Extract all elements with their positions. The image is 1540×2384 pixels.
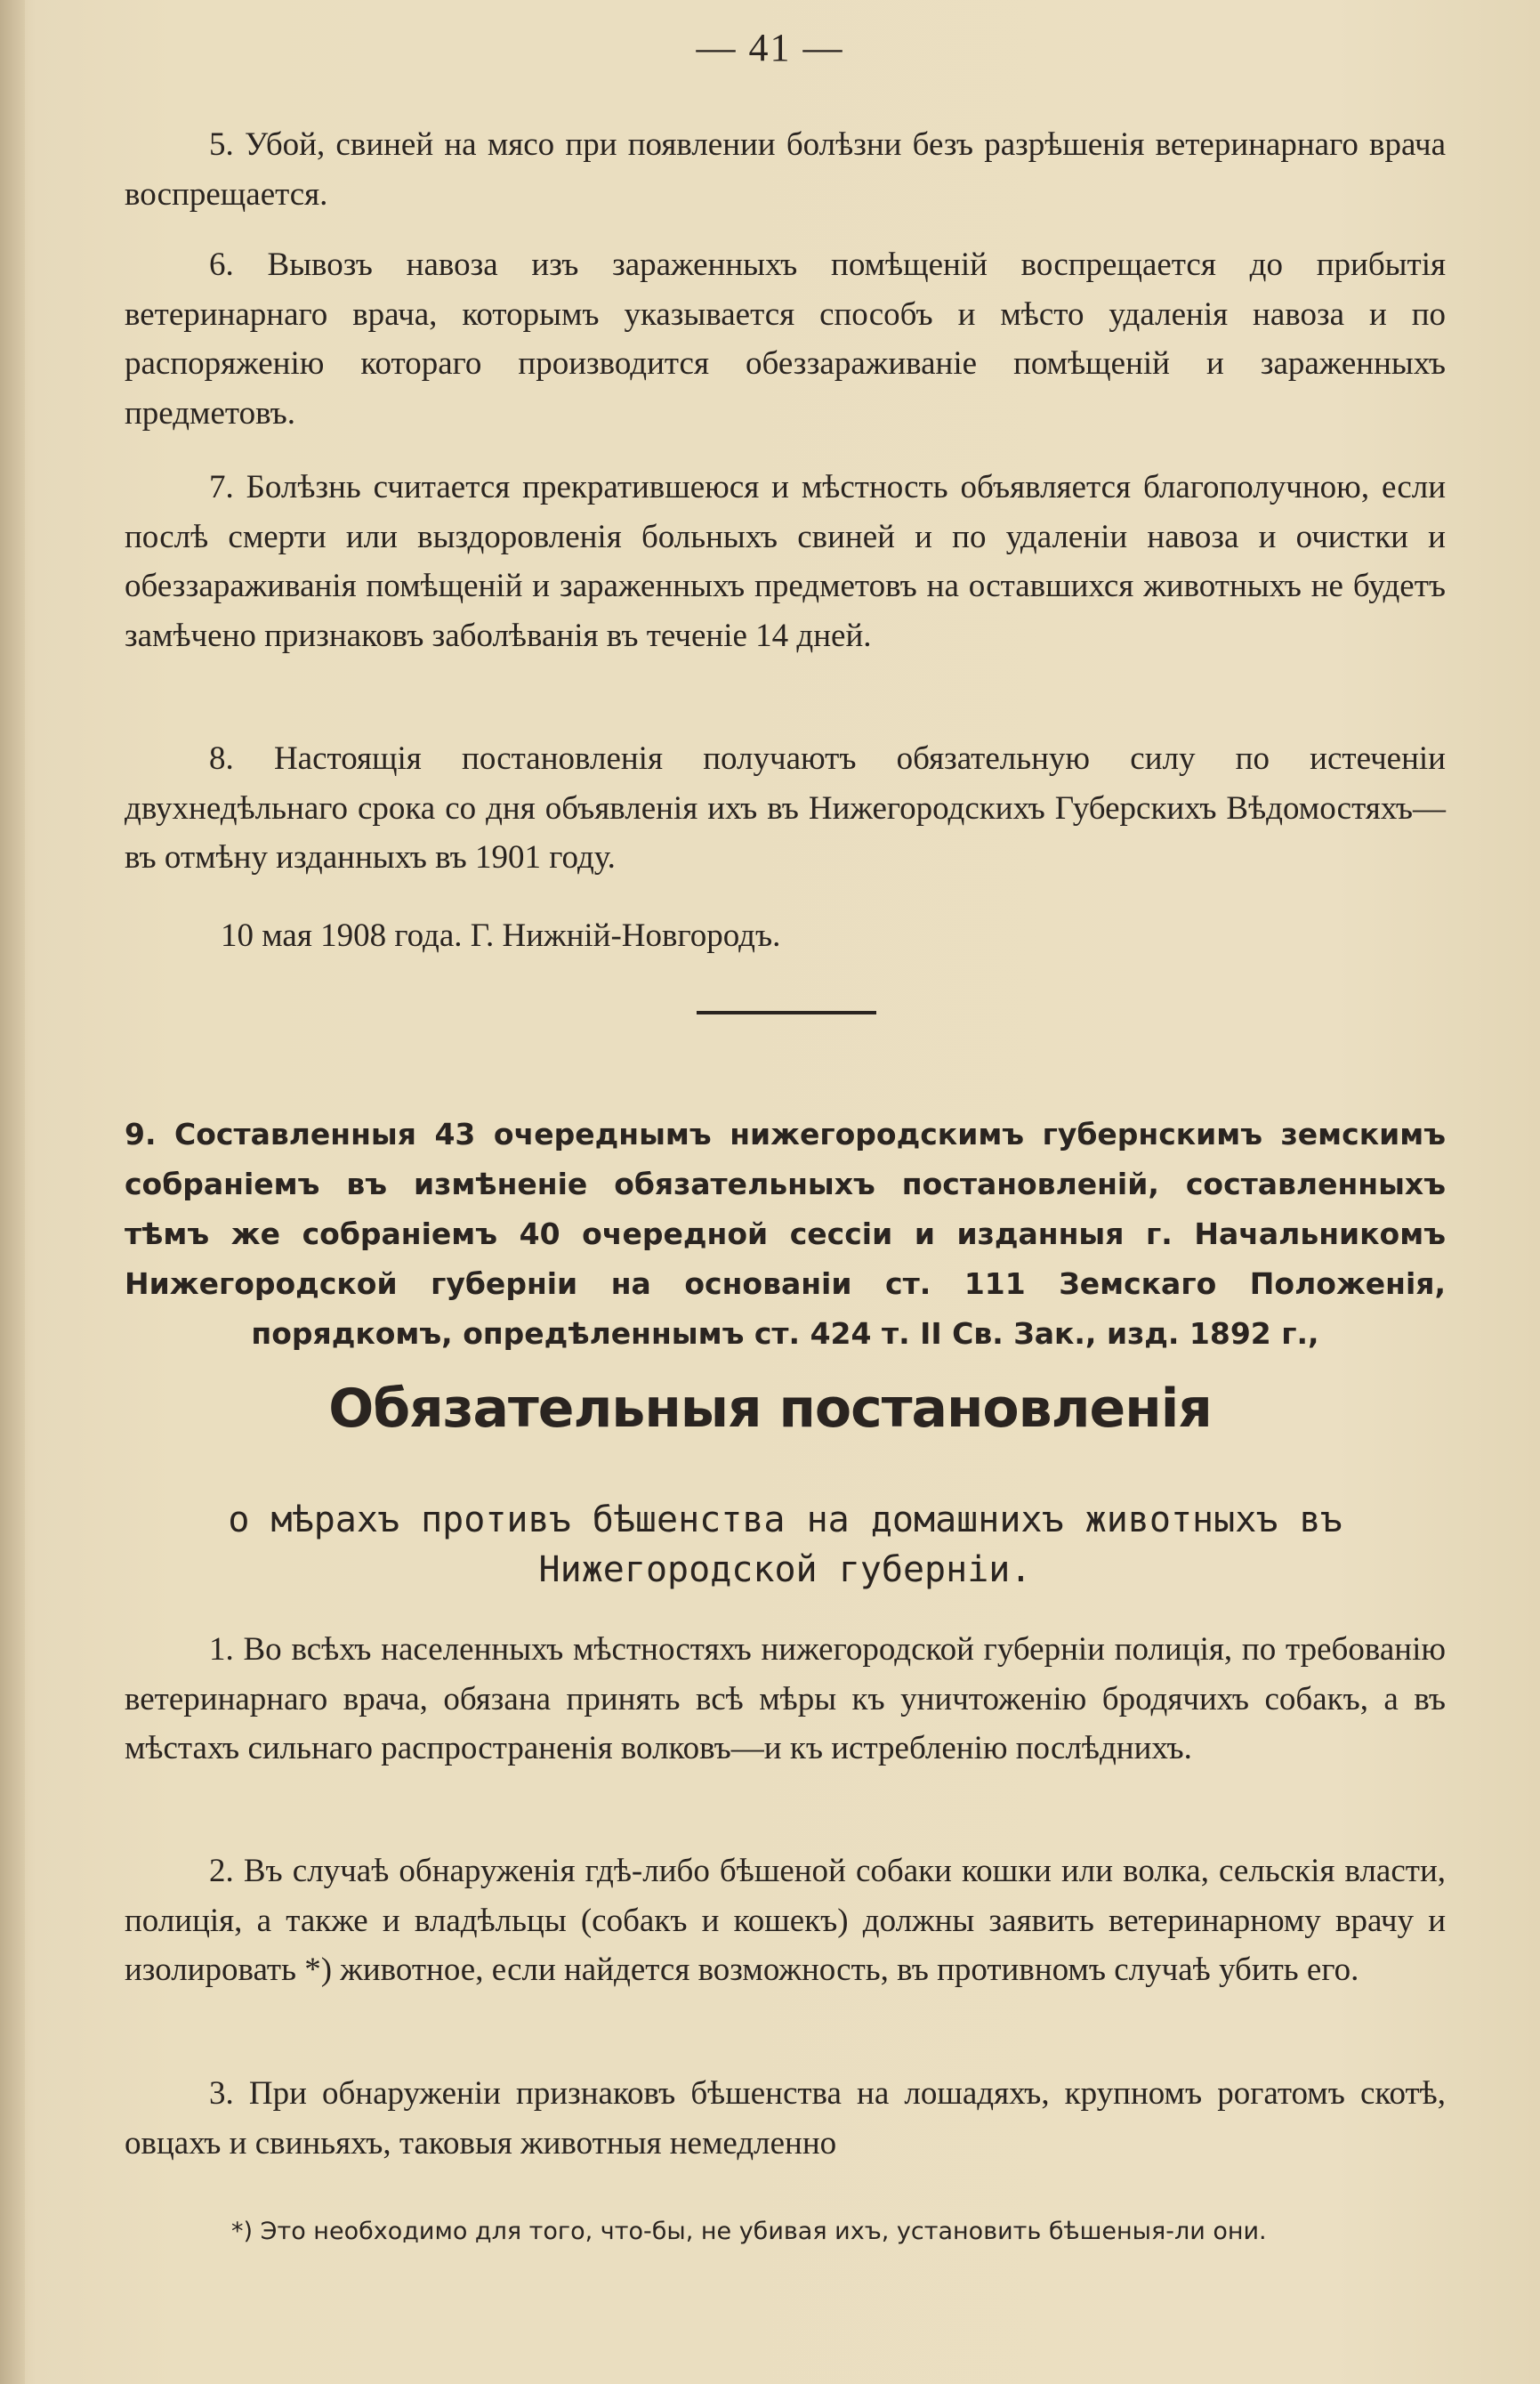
section-heading [125, 1110, 1446, 1359]
rule-3-text: 3. При обнаруженіи признаковъ бѣшенства на лошадяхъ, крупномъ рогатомъ скотѣ, овцахъ и свиньяхъ, таковыя животныя немедленно [125, 2075, 1446, 2162]
subtitle: о мѣрахъ противъ бѣшенства на домашнихъ животныхъ въ Нижегородской губерніи. [228, 1499, 1342, 1590]
item-8 [125, 734, 1446, 883]
item-5-text: 5. Убой, свиней на мясо при появлении болѣзни безъ разрѣшенія ветеринарнаго врача воспрещается. [125, 126, 1446, 213]
item-5 [125, 120, 1446, 219]
page-spine-shadow [0, 0, 25, 2384]
date-line: 10 мая 1908 года. Г. Нижній-Новгородъ. [221, 917, 781, 954]
rule-3 [125, 2069, 1446, 2168]
item-8-text: 8. Настоящія постановленія получаютъ обязательную силу по истеченіи двухнедѣльнаго срока со дня объявленія ихъ въ Нижегородскихъ Губерскихъ Вѣдомостяхъ—въ отмѣну изданныхъ въ 1901 году. [125, 740, 1446, 876]
item-6 [125, 240, 1446, 438]
item-6-text: 6. Вывозъ навоза изъ зараженныхъ помѣщеній воспрещается до прибытія ветеринарнаго врача, которымъ указывается способъ и мѣсто удаленія навоза и по распоряженію котораго производится обеззараживаніе помѣщеній и зараженныхъ предметовъ. [125, 246, 1446, 432]
item-7-text: 7. Болѣзнь считается прекратившеюся и мѣстность объявляется благополучною, если послѣ смерти или выздоровленія больныхъ свиней и по удаленіи навоза и очистки и обеззараживанія помѣщеній и зараженныхъ предметовъ на оставшихся животныхъ не будетъ замѣчено признаковъ заболѣванія въ теченіе 14 дней. [125, 469, 1446, 654]
rule-2 [125, 1847, 1446, 1995]
section-divider [697, 1011, 876, 1014]
rule-1-text: 1. Во всѣхъ населенныхъ мѣстностяхъ нижегородской губерніи полиція, по требованію ветеринарнаго врача, обязана принять всѣ мѣры къ уничтоженію бродячихъ собакъ, а въ мѣстахъ сильнаго распространенія волковъ—и къ истребленію послѣднихъ. [125, 1631, 1446, 1766]
rule-1 [125, 1625, 1446, 1774]
main-title: Обязательныя постановленія [328, 1378, 1212, 1440]
rule-2-text: 2. Въ случаѣ обнаруженія гдѣ-либо бѣшеной собаки кошки или волка, сельскія власти, полиція, а также и владѣльцы (собакъ и кошекъ) должны заявить ветеринарному врачу и изолировать *) животное, если найдется возможность, въ противномъ случаѣ убить его. [125, 1853, 1446, 1988]
item-7 [125, 463, 1446, 660]
page-number: — 41 — [696, 26, 844, 69]
footnote: *) Это необходимо для того, что-бы, не убивая ихъ, установить бѣшеныя-ли они. [231, 2218, 1267, 2245]
section-heading-text: 9. Составленныя 43 очереднымъ нижегородскимъ губернскимъ земскимъ собраніемъ въ измѣненіе обязательныхъ постановленій, составленныхъ тѣмъ же собраніемъ 40 очередной сессіи и изданныя г. Начальникомъ Нижегородской губерніи на основаніи ст. 111 Земскаго Положенія, порядкомъ, опредѣленнымъ ст. 424 т. II Св. Зак., изд. 1892 г., [125, 1117, 1446, 1351]
